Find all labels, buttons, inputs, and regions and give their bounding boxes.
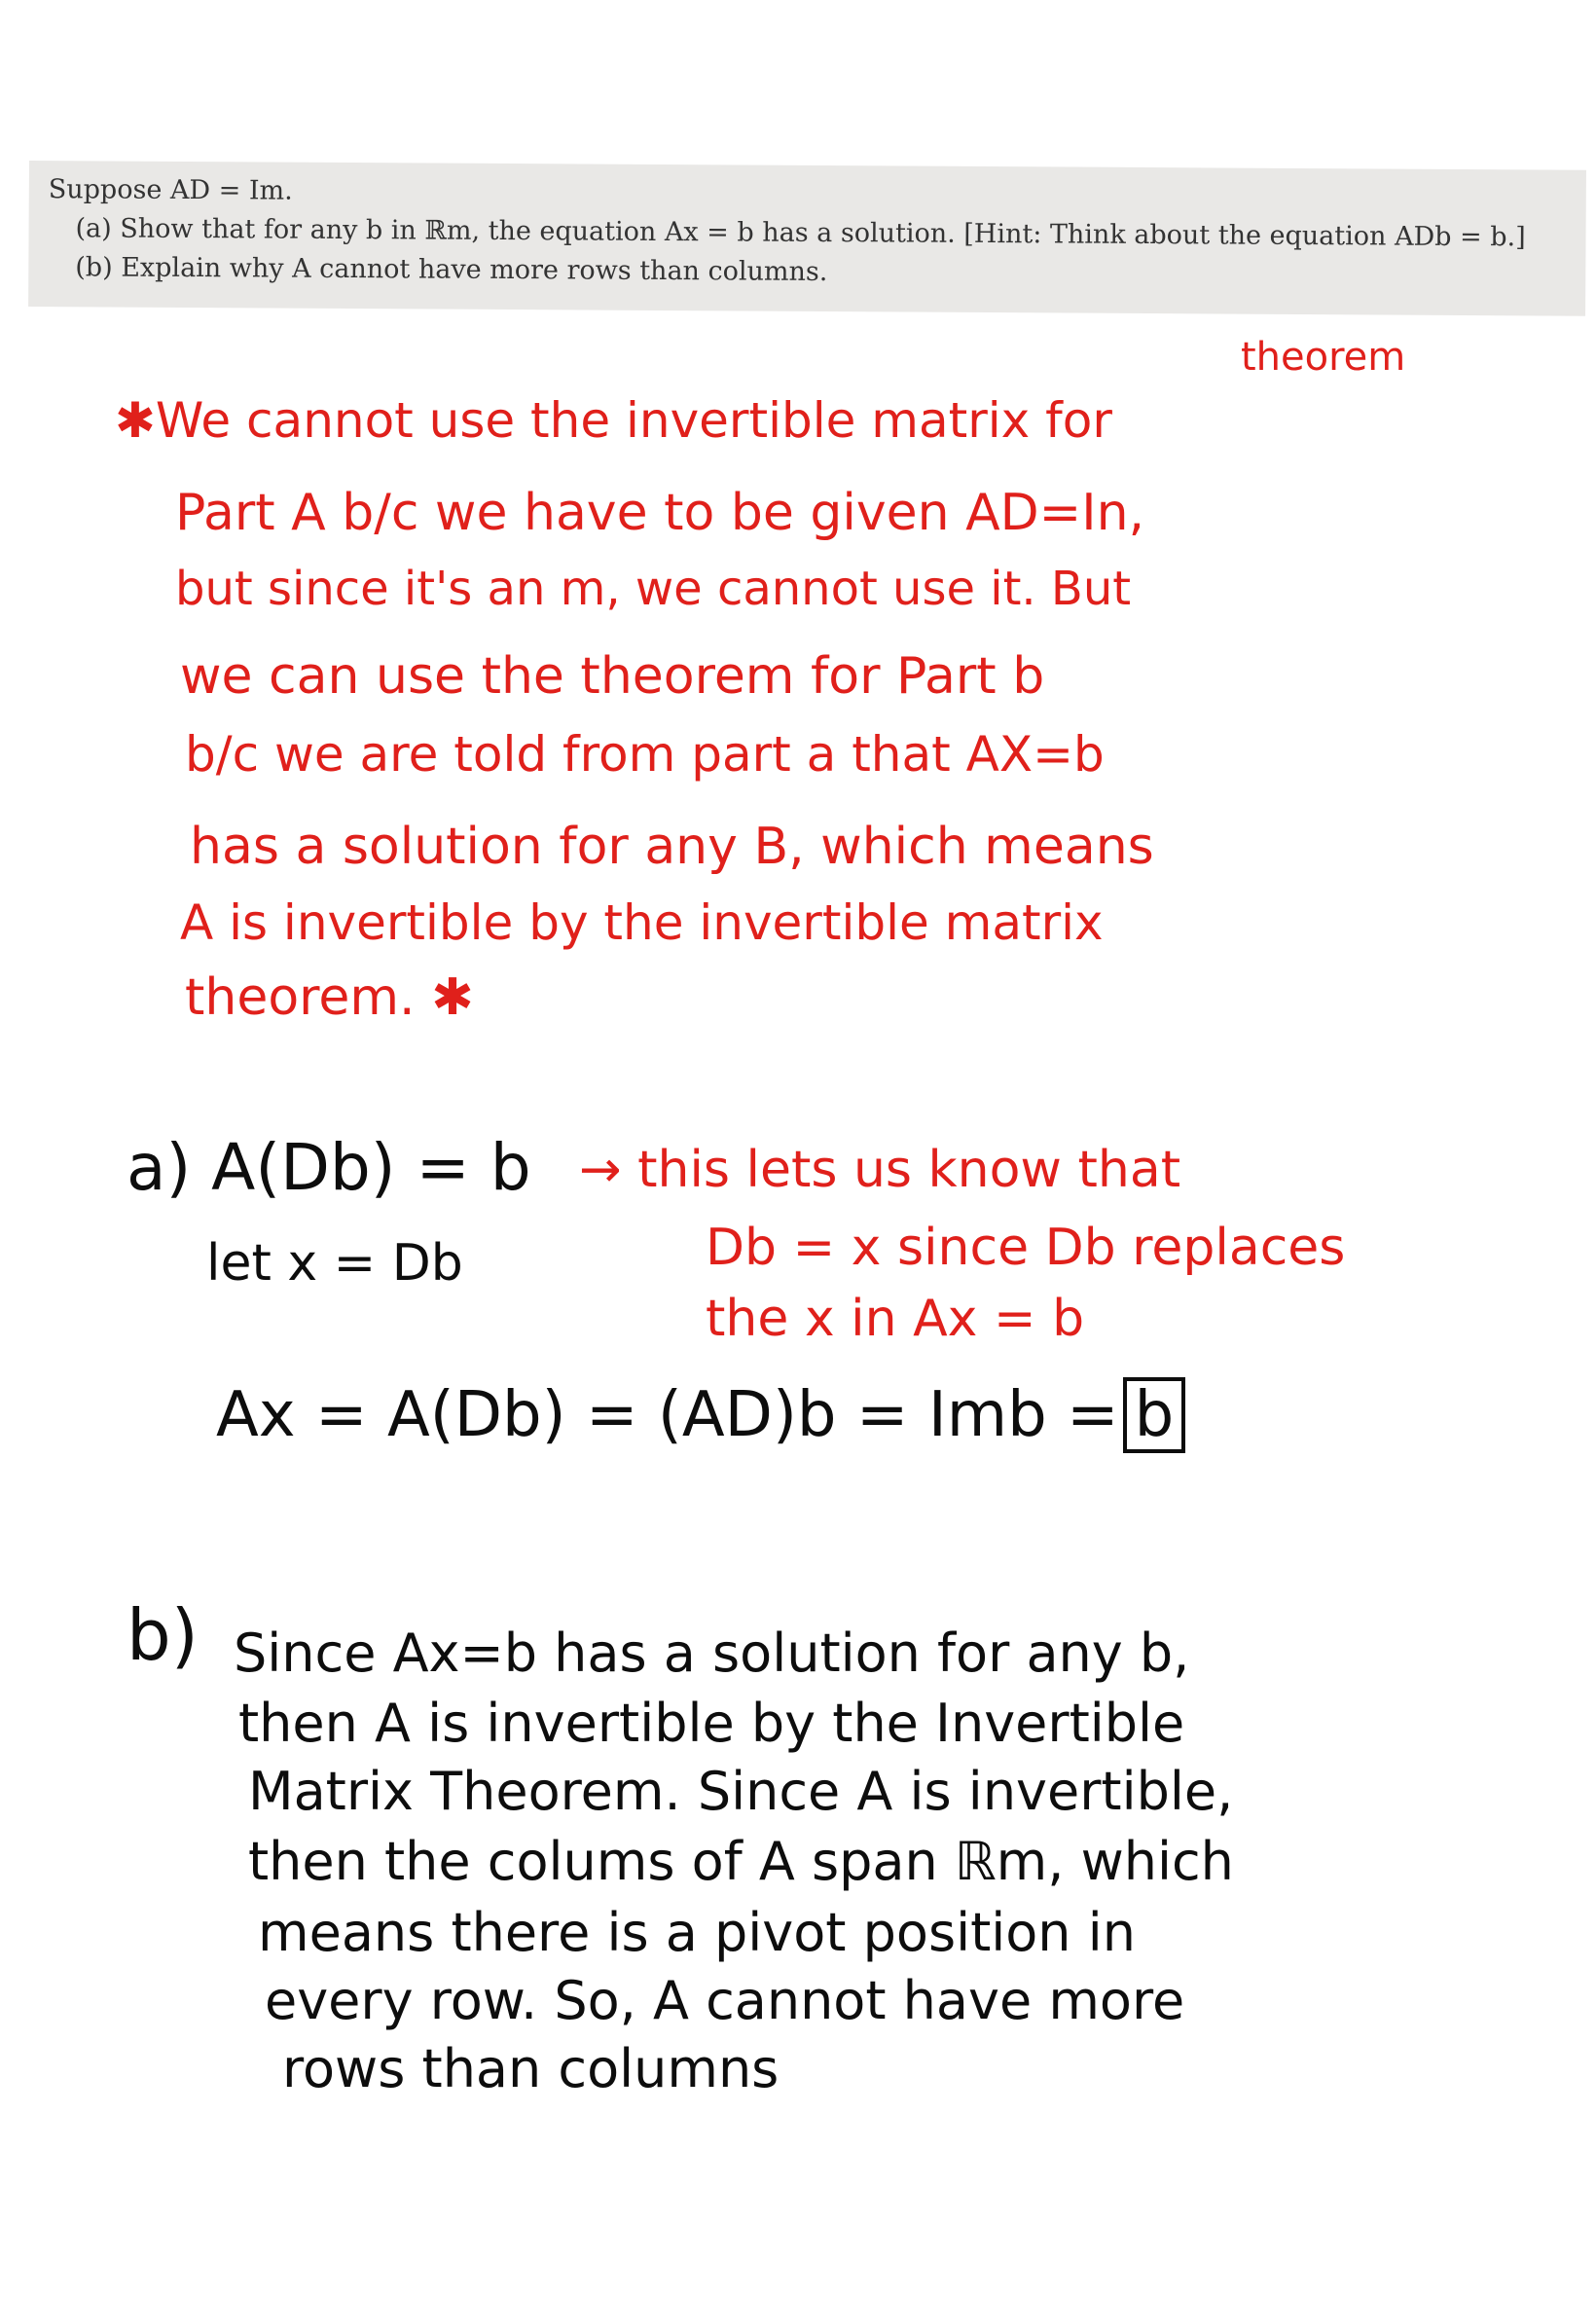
part-a-arrow-note-3: the x in Ax = b bbox=[706, 1290, 1085, 1348]
part-b-line-4: then the colums of A span ℝm, which bbox=[248, 1831, 1234, 1892]
note-line-6: has a solution for any B, which means bbox=[190, 818, 1154, 876]
part-a-equation-2 bbox=[216, 1377, 1185, 1453]
part-b-line-1: Since Ax=b has a solution for any b, bbox=[234, 1622, 1190, 1684]
part-b-line-7: rows than columns bbox=[282, 2038, 780, 2099]
problem-intro: Suppose AD = Im. bbox=[48, 174, 293, 206]
note-insert-word: theorem bbox=[1241, 335, 1406, 380]
note-line-4: we can use the theorem for Part b bbox=[180, 647, 1045, 706]
part-a-let: let x = Db bbox=[206, 1234, 463, 1293]
part-b-line-3: Matrix Theorem. Since A is invertible, bbox=[248, 1761, 1234, 1822]
part-b-label: b) bbox=[127, 1594, 199, 1676]
note-line-8: theorem. ✱ bbox=[185, 968, 474, 1027]
note-line-5: b/c we are told from part a that AX=b bbox=[185, 726, 1105, 783]
part-b-line-6: every row. So, A cannot have more bbox=[265, 1970, 1185, 2031]
part-b-line-5: means there is a pivot position in bbox=[258, 1902, 1136, 1963]
part-a-arrow-note-1: → this lets us know that bbox=[579, 1141, 1181, 1199]
part-a-boxed-answer: b bbox=[1123, 1377, 1186, 1453]
note-line-2: Part A b/c we have to be given AD=In, bbox=[175, 484, 1145, 542]
note-line-7: A is invertible by the invertible matrix bbox=[180, 894, 1104, 951]
problem-statement bbox=[28, 161, 1586, 316]
part-a-equation-2-text: Ax = A(Db) = (AD)b = Imb = bbox=[216, 1379, 1119, 1451]
note-line-1: ✱We cannot use the invertible matrix for bbox=[115, 392, 1112, 449]
part-b-line-2: then A is invertible by the Invertible bbox=[238, 1693, 1185, 1754]
note-line-3: but since it's an m, we cannot use it. But bbox=[175, 562, 1132, 616]
part-a-arrow-note-2: Db = x since Db replaces bbox=[706, 1219, 1346, 1277]
part-a-equation-1: a) A(Db) = b bbox=[127, 1130, 531, 1205]
problem-part-a: (a) Show that for any b in ℝm, the equation Ax = b has a solution. [Hint: Think about the equation ADb = b.] bbox=[75, 213, 1526, 253]
problem-part-b: (b) Explain why A cannot have more rows than columns. bbox=[75, 252, 828, 288]
